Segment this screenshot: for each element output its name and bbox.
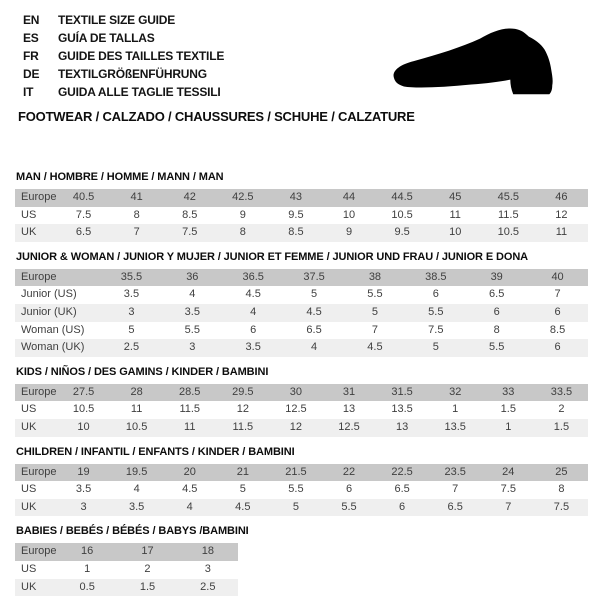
size-cell: 8 <box>133 208 140 221</box>
size-cell: 8 <box>493 323 500 336</box>
size-cell: 10 <box>342 208 356 221</box>
size-cell: 2.5 <box>101 339 162 357</box>
size-cell: 10.5 <box>72 403 95 416</box>
size-cell: 11.5 <box>216 419 269 437</box>
size-table <box>15 189 588 242</box>
size-cell: 8.5 <box>549 323 566 336</box>
table-row <box>15 339 588 357</box>
size-table <box>15 543 238 596</box>
size-cell: 9.5 <box>376 224 429 242</box>
size-cell: 20 <box>163 464 216 482</box>
size-cell: 4.5 <box>284 304 345 322</box>
size-cell: 13.5 <box>391 403 413 416</box>
size-cell: 6 <box>527 304 588 322</box>
size-table-section <box>15 525 588 596</box>
size-table <box>15 269 588 357</box>
size-cell: 41 <box>110 189 163 207</box>
table-title: CHILDREN / INFANTIL / ENFANTS / KINDER / BAMBINI <box>16 445 295 458</box>
size-table <box>15 384 588 437</box>
size-cell: 21 <box>216 464 269 482</box>
table-row <box>15 401 588 419</box>
size-cell: 5.5 <box>466 339 527 357</box>
size-cell: 10 <box>57 419 110 437</box>
size-cell: 11.5 <box>179 403 201 416</box>
size-cell: 23.5 <box>429 464 482 482</box>
size-cell: 7.5 <box>535 499 588 517</box>
size-cell: 4 <box>189 288 196 301</box>
size-cell: 30 <box>269 384 322 402</box>
language-code: ES <box>23 31 39 45</box>
size-cell: 3.5 <box>162 304 223 322</box>
size-cell: 8 <box>216 224 269 242</box>
size-cell: 3 <box>57 499 110 517</box>
row-label: Europe <box>15 543 57 561</box>
size-table-section <box>15 251 588 357</box>
size-cell: 5 <box>311 288 318 301</box>
size-cell: 4.5 <box>245 288 261 301</box>
size-cell: 7.5 <box>428 323 444 336</box>
row-label: Europe <box>15 269 101 287</box>
size-cell: 46 <box>535 189 588 207</box>
size-cell: 11.5 <box>498 208 519 221</box>
language-code: FR <box>23 49 39 63</box>
size-cell: 33 <box>482 384 535 402</box>
size-cell: 19 <box>57 464 110 482</box>
size-cell: 42 <box>163 189 216 207</box>
size-cell: 31 <box>322 384 375 402</box>
size-cell: 6.5 <box>57 224 110 242</box>
size-cell: 1.5 <box>500 403 516 416</box>
size-cell: 36 <box>162 269 223 287</box>
size-cell: 28 <box>110 384 163 402</box>
language-code: EN <box>23 13 40 27</box>
size-cell: 6 <box>376 499 429 517</box>
size-cell: 4.5 <box>182 483 198 496</box>
size-cell: 3 <box>204 562 211 575</box>
size-cell: 13 <box>342 403 356 416</box>
size-cell: 1 <box>482 419 535 437</box>
row-label: US <box>21 403 37 416</box>
size-cell: 5 <box>269 499 322 517</box>
size-cell: 16 <box>57 543 117 561</box>
language-label: GUIDA ALLE TAGLIE TESSILI <box>58 85 221 99</box>
size-cell: 7 <box>452 483 459 496</box>
shoe-icon <box>384 24 580 104</box>
size-cell: 12.5 <box>285 403 307 416</box>
size-cell: 45.5 <box>482 189 535 207</box>
size-cell: 6.5 <box>489 288 505 301</box>
size-cell: 4 <box>163 499 216 517</box>
size-cell: 5.5 <box>405 304 466 322</box>
size-cell: 6 <box>250 323 257 336</box>
size-cell: 7 <box>371 323 378 336</box>
size-cell: 44.5 <box>376 189 429 207</box>
size-cell: 9.5 <box>288 208 304 221</box>
language-row <box>23 65 224 83</box>
size-cell: 13.5 <box>429 419 482 437</box>
size-cell: 8.5 <box>182 208 198 221</box>
size-cell: 9 <box>322 224 375 242</box>
size-cell: 5 <box>128 323 135 336</box>
table-row <box>15 543 238 561</box>
size-cell: 45 <box>429 189 482 207</box>
size-cell: 11 <box>535 224 588 242</box>
category-line: FOOTWEAR / CALZADO / CHAUSSURES / SCHUHE / CALZATURE <box>18 109 415 124</box>
size-cell: 12 <box>236 403 249 416</box>
size-cell: 6.5 <box>394 483 410 496</box>
size-cell: 0.5 <box>57 579 117 597</box>
size-cell: 4 <box>133 483 140 496</box>
table-title: MAN / HOMBRE / HOMME / MANN / MAN <box>16 171 224 183</box>
size-cell: 3.5 <box>110 499 163 517</box>
size-cell: 6.5 <box>306 323 322 336</box>
size-cell: 19.5 <box>110 464 163 482</box>
size-table-section <box>15 446 588 517</box>
table-title: JUNIOR & WOMAN / JUNIOR Y MUJER / JUNIOR ET FEMME / JUNIOR UND FRAU / JUNIOR E DONA <box>16 250 529 263</box>
size-cell: 38.5 <box>405 269 466 287</box>
size-cell: 6 <box>527 339 588 357</box>
size-cell: 5.5 <box>288 483 304 496</box>
row-label: US <box>21 208 37 221</box>
size-cell: 38 <box>345 269 406 287</box>
size-cell: 2.5 <box>178 579 238 597</box>
table-row <box>15 322 588 340</box>
size-cell: 5 <box>345 304 406 322</box>
size-cell: 11 <box>163 419 216 437</box>
size-cell: 13 <box>376 419 429 437</box>
size-cell: 33.5 <box>535 384 588 402</box>
language-row <box>23 47 224 65</box>
size-cell: 7.5 <box>500 483 516 496</box>
size-cell: 6 <box>345 483 353 496</box>
size-cell: 18 <box>178 543 238 561</box>
size-cell: 5.5 <box>184 323 200 336</box>
size-cell: 1.5 <box>117 579 177 597</box>
size-table-section <box>15 171 588 242</box>
size-cell: 8 <box>558 483 565 496</box>
size-cell: 7.5 <box>75 208 92 221</box>
size-cell: 29.5 <box>216 384 269 402</box>
size-cell: 10 <box>429 224 482 242</box>
size-cell: 6.5 <box>429 499 482 517</box>
table-row <box>15 304 588 322</box>
size-cell: 39 <box>466 269 527 287</box>
row-label: Junior (UK) <box>15 304 101 322</box>
size-cell: 4.5 <box>345 339 406 357</box>
size-cell: 3 <box>101 304 162 322</box>
size-cell: 3.5 <box>223 339 284 357</box>
size-cell: 32 <box>429 384 482 402</box>
size-cell: 11 <box>449 208 461 221</box>
size-cell: 12 <box>555 208 568 221</box>
row-label: Junior (US) <box>21 288 77 301</box>
language-code: IT <box>23 85 34 99</box>
row-label: UK <box>15 579 57 597</box>
row-label: Europe <box>15 384 57 402</box>
row-label: UK <box>15 419 57 437</box>
row-label: US <box>21 483 37 496</box>
size-cell: 22 <box>322 464 375 482</box>
table-row <box>15 481 588 499</box>
table-row <box>15 561 238 579</box>
size-cell: 10.5 <box>110 419 163 437</box>
size-cell: 5.5 <box>367 288 383 301</box>
size-cell: 44 <box>322 189 375 207</box>
table-row <box>15 499 588 517</box>
language-list <box>23 11 224 101</box>
size-cell: 5.5 <box>322 499 375 517</box>
size-cell: 43 <box>269 189 322 207</box>
size-cell: 42.5 <box>216 189 269 207</box>
size-tables <box>15 171 588 600</box>
size-cell: 10.5 <box>391 208 413 221</box>
table-row <box>15 269 588 287</box>
language-row <box>23 11 224 29</box>
table-row <box>15 384 588 402</box>
table-row <box>15 224 588 242</box>
size-cell: 21.5 <box>269 464 322 482</box>
table-row <box>15 579 238 597</box>
size-cell: 1 <box>452 403 459 416</box>
size-cell: 24 <box>482 464 535 482</box>
size-cell: 12 <box>269 419 322 437</box>
size-cell: 40.5 <box>57 189 110 207</box>
size-cell: 2 <box>558 403 565 416</box>
size-cell: 35.5 <box>101 269 162 287</box>
size-cell: 10.5 <box>482 224 535 242</box>
size-cell: 3 <box>162 339 223 357</box>
table-row <box>15 419 588 437</box>
size-cell: 7 <box>554 288 561 301</box>
size-cell: 6 <box>466 304 527 322</box>
size-cell: 27.5 <box>57 384 110 402</box>
row-label: Woman (UK) <box>15 339 101 357</box>
row-label: Europe <box>15 189 57 207</box>
language-label: TEXTILGRÖßENFÜHRUNG <box>58 67 207 81</box>
size-cell: 5 <box>405 339 466 357</box>
size-cell: 1.5 <box>535 419 588 437</box>
size-cell: 11 <box>130 403 143 416</box>
size-cell: 12.5 <box>322 419 375 437</box>
size-cell: 22.5 <box>376 464 429 482</box>
language-label: TEXTILE SIZE GUIDE <box>58 13 176 27</box>
size-cell: 28.5 <box>163 384 216 402</box>
size-cell: 3.5 <box>75 483 92 496</box>
language-code: DE <box>23 67 40 81</box>
size-cell: 1 <box>84 562 91 575</box>
size-cell: 5 <box>239 483 246 496</box>
table-row <box>15 189 588 207</box>
size-cell: 31.5 <box>376 384 429 402</box>
language-label: GUÍA DE TALLAS <box>58 31 155 45</box>
row-label: UK <box>15 224 57 242</box>
row-label: US <box>21 562 37 575</box>
size-cell: 7.5 <box>163 224 216 242</box>
table-row <box>15 464 588 482</box>
table-title: KIDS / NIÑOS / DES GAMINS / KINDER / BAMBINI <box>16 365 269 378</box>
size-cell: 25 <box>535 464 588 482</box>
table-row <box>15 286 588 304</box>
size-cell: 3.5 <box>123 288 140 301</box>
size-cell: 40 <box>527 269 588 287</box>
row-label: UK <box>15 499 57 517</box>
size-cell: 4 <box>223 304 284 322</box>
size-cell: 9 <box>239 208 246 221</box>
language-label: GUIDE DES TAILLES TEXTILE <box>58 49 225 63</box>
size-table-section <box>15 366 588 437</box>
size-cell: 36.5 <box>223 269 284 287</box>
size-cell: 17 <box>117 543 177 561</box>
size-table <box>15 464 588 517</box>
size-cell: 7 <box>482 499 535 517</box>
size-cell: 8.5 <box>269 224 322 242</box>
size-cell: 4 <box>284 339 345 357</box>
size-cell: 7 <box>110 224 163 242</box>
language-row <box>23 83 224 101</box>
table-row <box>15 207 588 225</box>
row-label: Woman (US) <box>21 323 85 336</box>
size-cell: 37.5 <box>284 269 345 287</box>
size-cell: 4.5 <box>216 499 269 517</box>
size-cell: 6 <box>432 288 439 301</box>
row-label: Europe <box>15 464 57 482</box>
table-title: BABIES / BEBÉS / BÉBÉS / BABYS /BAMBINI <box>16 525 249 538</box>
language-row <box>23 29 224 47</box>
size-cell: 2 <box>144 562 151 575</box>
